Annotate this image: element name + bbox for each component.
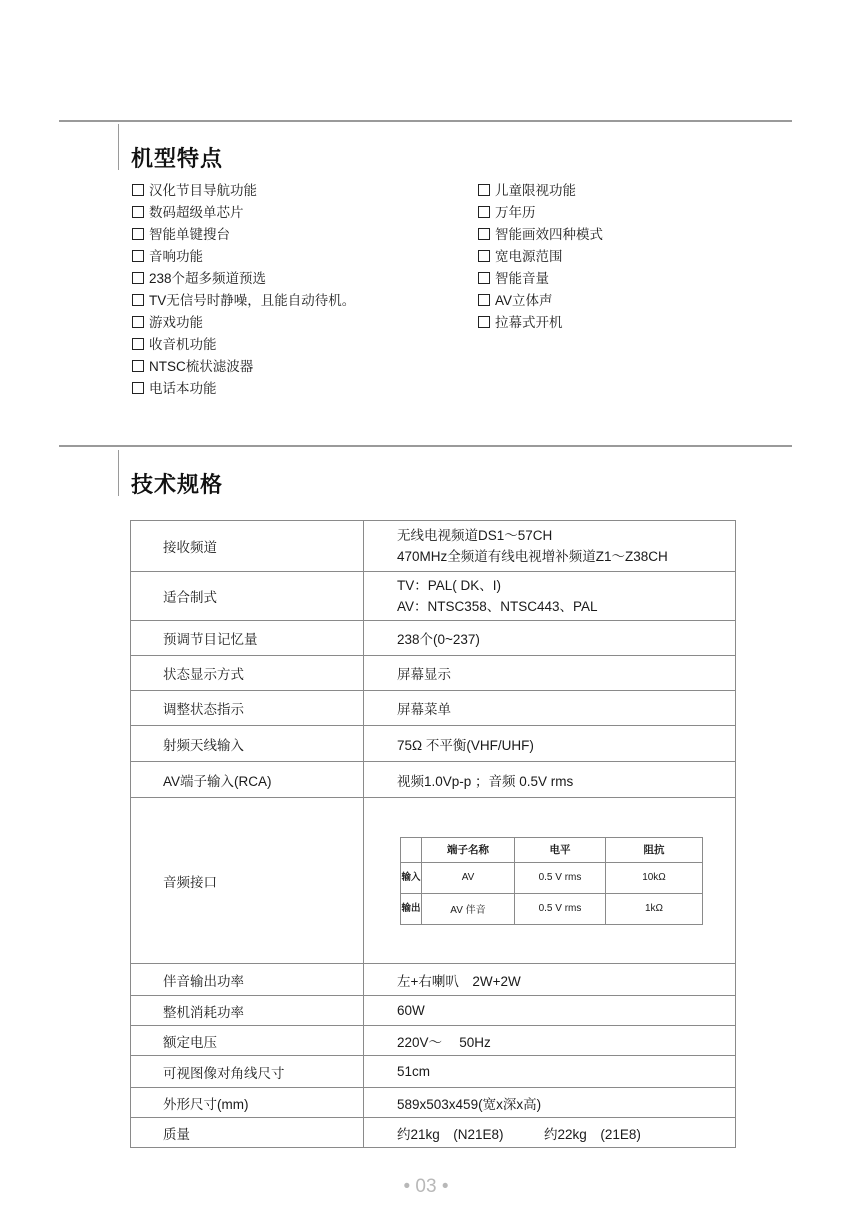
- table-row: [131, 521, 736, 572]
- spec-value: 589x503x459(宽x深x高): [364, 1088, 736, 1118]
- feature-item: 儿童限视功能: [478, 180, 603, 202]
- section-bar-top: [118, 124, 119, 170]
- table-row: [131, 762, 736, 798]
- spec-label: 音频接口: [131, 798, 364, 964]
- table-row: [131, 996, 736, 1026]
- spec-value: 75Ω 不平衡(VHF/UHF): [364, 726, 736, 762]
- features-list-right: [478, 180, 603, 334]
- feature-item: 拉幕式开机: [478, 312, 603, 334]
- table-row: [131, 621, 736, 656]
- checkbox-icon: [132, 360, 144, 372]
- checkbox-icon: [132, 184, 144, 196]
- spec-value: 60W: [364, 996, 736, 1026]
- row-side-label: 输出: [401, 893, 422, 924]
- table-row: [131, 1026, 736, 1056]
- checkbox-icon: [132, 250, 144, 262]
- table-row: [131, 1118, 736, 1148]
- checkbox-icon: [132, 294, 144, 306]
- checkbox-icon: [132, 338, 144, 350]
- table-row: [401, 862, 703, 893]
- section-rule-top: [59, 120, 792, 122]
- specs-table: [130, 520, 736, 1148]
- table-row: [131, 726, 736, 762]
- checkbox-icon: [478, 228, 490, 240]
- spec-value: 屏幕菜单: [364, 691, 736, 726]
- feature-item: TV无信号时静噪，且能自动待机。: [132, 290, 355, 312]
- checkbox-icon: [478, 250, 490, 262]
- column-header: 电平: [515, 837, 606, 862]
- row-side-label: 输入: [401, 862, 422, 893]
- table-cell: 10kΩ: [606, 862, 703, 893]
- feature-item: 汉化节目导航功能: [132, 180, 355, 202]
- checkbox-icon: [132, 382, 144, 394]
- spec-label: 伴音输出功率: [131, 964, 364, 996]
- table-cell: AV 伴音: [422, 893, 515, 924]
- table-row: [131, 798, 736, 964]
- spec-label: 外形尺寸(mm): [131, 1088, 364, 1118]
- spec-value: TV：PAL( DK、I) AV：NTSC358、NTSC443、PAL: [364, 572, 736, 621]
- table-row: [131, 1088, 736, 1118]
- spec-label: 适合制式: [131, 572, 364, 621]
- feature-item: 238个超多频道预选: [132, 268, 355, 290]
- feature-item: 音响功能: [132, 246, 355, 268]
- table-row: [401, 893, 703, 924]
- audio-interface-table: [400, 837, 703, 925]
- spec-value: 无线电视频道DS1～57CH 470MHz全频道有线电视增补频道Z1～Z38CH: [364, 521, 736, 572]
- section-rule-specs: [59, 445, 792, 447]
- checkbox-icon: [478, 294, 490, 306]
- spec-value: 左+右喇叭 2W+2W: [364, 964, 736, 996]
- spec-label: AV端子输入(RCA): [131, 762, 364, 798]
- table-cell: 0.5 V rms: [515, 893, 606, 924]
- table-row: [131, 656, 736, 691]
- column-header: 端子名称: [422, 837, 515, 862]
- page-number: • 03 •: [403, 1176, 449, 1197]
- feature-item: 智能单键搜台: [132, 224, 355, 246]
- table-row: [131, 964, 736, 996]
- table-corner: [401, 837, 422, 862]
- spec-label: 质量: [131, 1118, 364, 1148]
- feature-item: 游戏功能: [132, 312, 355, 334]
- specs-title: 技术规格: [131, 472, 224, 497]
- spec-value-audio: [364, 798, 736, 964]
- checkbox-icon: [132, 272, 144, 284]
- column-header: 阻抗: [606, 837, 703, 862]
- spec-label: 状态显示方式: [131, 656, 364, 691]
- features-title: 机型特点: [131, 146, 224, 171]
- table-header-row: [401, 837, 703, 862]
- spec-label: 预调节目记忆量: [131, 621, 364, 656]
- checkbox-icon: [132, 228, 144, 240]
- table-row: [131, 1056, 736, 1088]
- spec-value: 约21kg (N21E8) 约22kg (21E8): [364, 1118, 736, 1148]
- feature-item: 智能音量: [478, 268, 603, 290]
- spec-value: 220V～ 50Hz: [364, 1026, 736, 1056]
- spec-value: 视频1.0Vp-p ；音频 0.5V rms: [364, 762, 736, 798]
- feature-item: 智能画效四种模式: [478, 224, 603, 246]
- spec-label: 整机消耗功率: [131, 996, 364, 1026]
- spec-value: 238个(0~237): [364, 621, 736, 656]
- feature-item: 电话本功能: [132, 378, 355, 400]
- checkbox-icon: [132, 316, 144, 328]
- table-cell: 1kΩ: [606, 893, 703, 924]
- table-row: [131, 691, 736, 726]
- spec-label: 调整状态指示: [131, 691, 364, 726]
- feature-item: NTSC梳状滤波器: [132, 356, 355, 378]
- feature-item: 收音机功能: [132, 334, 355, 356]
- checkbox-icon: [478, 184, 490, 196]
- spec-label: 接收频道: [131, 521, 364, 572]
- spec-label: 射频天线输入: [131, 726, 364, 762]
- feature-item: AV立体声: [478, 290, 603, 312]
- checkbox-icon: [478, 206, 490, 218]
- spec-label: 可视图像对角线尺寸: [131, 1056, 364, 1088]
- checkbox-icon: [478, 272, 490, 284]
- feature-item: 宽电源范围: [478, 246, 603, 268]
- spec-value: 屏幕显示: [364, 656, 736, 691]
- table-cell: AV: [422, 862, 515, 893]
- spec-label: 额定电压: [131, 1026, 364, 1056]
- table-cell: 0.5 V rms: [515, 862, 606, 893]
- features-list-left: [132, 180, 355, 400]
- section-bar-specs: [118, 450, 119, 496]
- feature-item: 万年历: [478, 202, 603, 224]
- checkbox-icon: [478, 316, 490, 328]
- checkbox-icon: [132, 206, 144, 218]
- table-row: [131, 572, 736, 621]
- feature-item: 数码超级单芯片: [132, 202, 355, 224]
- spec-value: 51cm: [364, 1056, 736, 1088]
